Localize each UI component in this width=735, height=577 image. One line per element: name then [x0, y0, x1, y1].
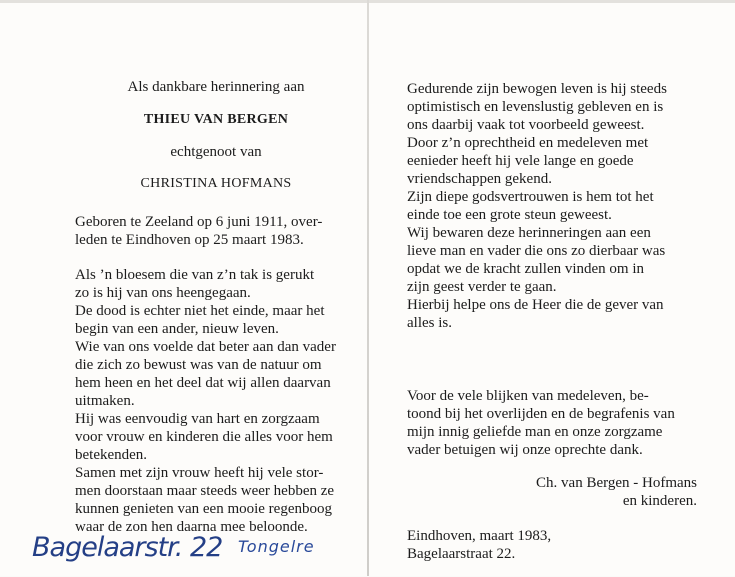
text-line: begin van een ander, nieuw leven.	[75, 321, 279, 337]
address-line: Bagelaarstraat 22.	[407, 546, 516, 562]
handwritten-note	[30, 522, 370, 572]
text-line: ons daarbij vaak tot voorbeeld geweest.	[407, 117, 645, 133]
text-line: zo is hij van ons heengegaan.	[75, 285, 251, 301]
text-line: betekenden.	[75, 447, 148, 463]
deceased-name: THIEU VAN BERGEN	[143, 112, 289, 127]
memories-text	[407, 80, 697, 332]
text-line: voor vrouw en kinderen die alles voor hem	[75, 429, 333, 445]
text-line: men doorstaan maar steeds weer hebben ze	[75, 483, 335, 499]
card-fold-line	[367, 0, 369, 576]
text-line: waar de zon hen daarna mee beloonde.	[75, 519, 308, 535]
text-line: Wie van ons voelde dat beter aan dan vader	[75, 339, 336, 355]
place-date-line: Eindhoven, maart 1983,	[407, 528, 552, 544]
text-line: alles is.	[407, 315, 452, 331]
text-line: Geboren te Zeeland op 6 juni 1911, over-	[75, 214, 323, 230]
text-line: uitmaken.	[75, 393, 135, 409]
text-line: De dood is echter niet het einde, maar het	[75, 303, 325, 319]
text-line: zijn geest verder te gaan.	[407, 279, 557, 295]
text-line: vriendschappen gekend.	[407, 171, 552, 187]
signature-family: en kinderen.	[622, 493, 697, 509]
right-column	[407, 80, 697, 563]
text-line: Zijn diepe godsvertrouwen is hem tot het	[407, 189, 654, 205]
text-line: toond bij het overlijden en de begrafenis van	[407, 406, 675, 422]
signature-block	[407, 474, 697, 510]
text-line: hem heen en het deel dat wij allen daarvan	[75, 375, 331, 391]
handwriting-drawing	[30, 522, 370, 572]
text-line: Hierbij helpe ons de Heer die de gever van	[407, 297, 664, 313]
spouse-intro: echtgenoot van	[170, 144, 262, 160]
text-line: Samen met zijn vrouw heeft hij vele stor-	[75, 465, 324, 481]
text-line: Als ’n bloesem die van z’n tak is gerukt	[75, 267, 315, 283]
text-line: Wij bewaren deze herinneringen aan een	[407, 225, 651, 241]
text-line: eenieder heeft hij vele lange en goede	[407, 153, 634, 169]
place-date	[407, 527, 697, 563]
text-line: kunnen genieten van een mooie regenboog	[75, 501, 332, 517]
intro-line: Als dankbare herinnering aan	[127, 79, 305, 95]
text-line: einde toe een grote steun geweest.	[407, 207, 612, 223]
text-line: Gedurende zijn bewogen leven is hij steeds	[407, 81, 667, 97]
text-line: vader betuigen wij onze oprechte dank.	[407, 442, 643, 458]
text-line: lieve man en vader die ons zo dierbaar was	[407, 243, 666, 259]
text-line: leden te Eindhoven op 25 maart 1983.	[75, 232, 304, 248]
thanks-text	[407, 387, 697, 459]
text-line: Hij was eenvoudig van hart en zorgzaam	[75, 411, 320, 427]
text-line: optimistisch en levenslustig gebleven en is	[407, 99, 664, 115]
text-line: die zich zo bewust was van de natuur om	[75, 357, 322, 373]
text-line: mijn innig geliefde man en onze zorgzame	[407, 424, 663, 440]
birth-death-text	[75, 213, 357, 249]
handwriting-district: Tongelre	[238, 537, 315, 556]
text-line: Door z’n oprechtheid en medeleven met	[407, 135, 649, 151]
left-column	[75, 78, 357, 536]
signature-name: Ch. van Bergen - Hofmans	[536, 475, 697, 491]
handwriting-address: Bagelaarstr. 22	[32, 532, 223, 563]
poem-text	[75, 266, 357, 536]
text-line: Voor de vele blijken van medeleven, be-	[407, 388, 649, 404]
text-line: opdat we de kracht zullen vinden om in	[407, 261, 645, 277]
spouse-name: CHRISTINA HOFMANS	[140, 176, 292, 191]
